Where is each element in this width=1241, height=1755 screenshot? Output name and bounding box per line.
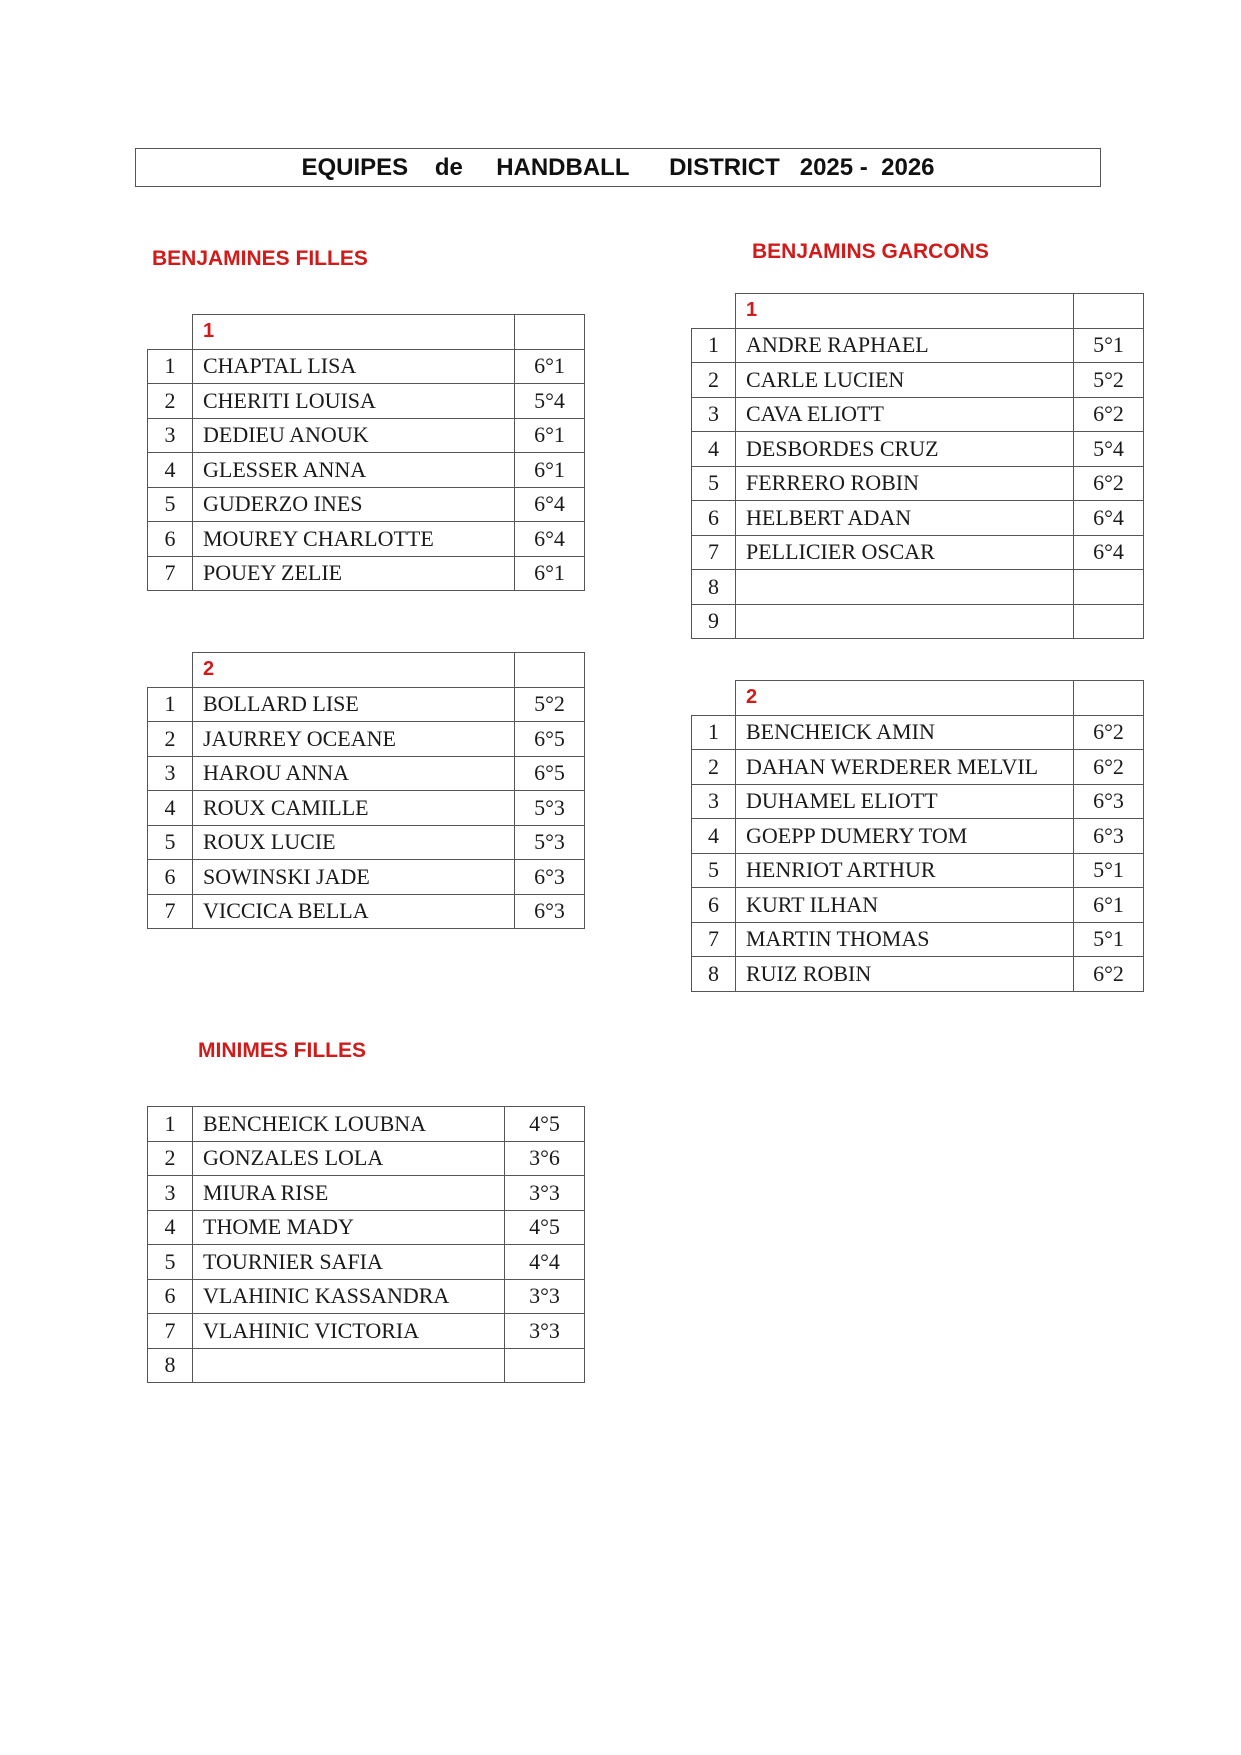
player-name: PELLICIER OSCAR: [736, 535, 1074, 570]
player-class: 4°5: [505, 1107, 585, 1142]
table-row: [148, 487, 585, 522]
player-name: VLAHINIC VICTORIA: [193, 1314, 505, 1349]
team-table-benjamines-filles-1: [147, 314, 585, 591]
table-row: [692, 957, 1144, 992]
player-number: 5: [692, 466, 736, 501]
table-row: [148, 756, 585, 791]
table-row: [148, 453, 585, 488]
player-name: GONZALES LOLA: [193, 1141, 505, 1176]
team-group-number: 1: [193, 315, 515, 350]
section-heading-benjamins-garcons: BENJAMINS GARCONS: [752, 240, 989, 263]
player-number: 6: [692, 888, 736, 923]
player-class: 5°1: [1074, 853, 1144, 888]
table-row: [692, 819, 1144, 854]
player-class: 3°3: [505, 1279, 585, 1314]
player-class: 6°2: [1074, 715, 1144, 750]
player-class: 6°4: [1074, 535, 1144, 570]
table-row: [148, 791, 585, 826]
player-class: 6°1: [515, 418, 585, 453]
table-row: [692, 604, 1144, 639]
player-class: 6°4: [1074, 501, 1144, 536]
player-class: 5°2: [515, 687, 585, 722]
player-name: ANDRE RAPHAEL: [736, 328, 1074, 363]
player-number: 4: [148, 791, 193, 826]
table-row: [692, 466, 1144, 501]
player-name: VLAHINIC KASSANDRA: [193, 1279, 505, 1314]
player-name: [736, 570, 1074, 605]
player-name: GOEPP DUMERY TOM: [736, 819, 1074, 854]
player-number: 5: [148, 825, 193, 860]
player-class: 6°3: [1074, 819, 1144, 854]
player-name: DESBORDES CRUZ: [736, 432, 1074, 467]
player-class: 6°1: [515, 349, 585, 384]
header-class-cell: [1074, 681, 1144, 716]
player-number: 2: [692, 750, 736, 785]
player-name: JAURREY OCEANE: [193, 722, 515, 757]
table-row: [692, 535, 1144, 570]
player-number: 2: [148, 722, 193, 757]
team-table-benjamins-garcons-2: [691, 680, 1144, 992]
player-class: 6°3: [1074, 784, 1144, 819]
player-number: 4: [148, 1210, 193, 1245]
player-name: HELBERT ADAN: [736, 501, 1074, 536]
table-row: [148, 522, 585, 557]
player-number: 3: [148, 418, 193, 453]
player-name: [736, 604, 1074, 639]
player-name: GUDERZO INES: [193, 487, 515, 522]
team-header-row: [148, 653, 585, 688]
player-class: 3°3: [505, 1176, 585, 1211]
player-number: 2: [692, 363, 736, 398]
player-name: MOUREY CHARLOTTE: [193, 522, 515, 557]
team-group-number: 2: [736, 681, 1074, 716]
player-number: 2: [148, 1141, 193, 1176]
player-class: 4°5: [505, 1210, 585, 1245]
player-name: GLESSER ANNA: [193, 453, 515, 488]
player-name: CHERITI LOUISA: [193, 384, 515, 419]
player-number: 3: [148, 756, 193, 791]
table-row: [692, 750, 1144, 785]
player-name: RUIZ ROBIN: [736, 957, 1074, 992]
player-name: THOME MADY: [193, 1210, 505, 1245]
player-name: MARTIN THOMAS: [736, 922, 1074, 957]
player-number: 6: [148, 522, 193, 557]
page-title: EQUIPES de HANDBALL DISTRICT 2025 - 2026: [135, 148, 1101, 187]
player-class: [1074, 604, 1144, 639]
table-row: [148, 687, 585, 722]
player-name: HAROU ANNA: [193, 756, 515, 791]
player-name: MIURA RISE: [193, 1176, 505, 1211]
player-name: CAVA ELIOTT: [736, 397, 1074, 432]
player-class: 3°6: [505, 1141, 585, 1176]
table-row: [692, 397, 1144, 432]
table-row: [692, 570, 1144, 605]
player-number: 5: [148, 1245, 193, 1280]
header-blank-cell: [692, 681, 736, 716]
section-heading-minimes-filles: MINIMES FILLES: [198, 1039, 366, 1062]
player-class: 5°1: [1074, 922, 1144, 957]
header-blank-cell: [148, 653, 193, 688]
player-number: 3: [692, 784, 736, 819]
table-row: [148, 384, 585, 419]
player-number: 5: [148, 487, 193, 522]
header-blank-cell: [148, 315, 193, 350]
player-number: 2: [148, 384, 193, 419]
player-class: [1074, 570, 1144, 605]
player-name: BENCHEICK LOUBNA: [193, 1107, 505, 1142]
player-number: 1: [148, 687, 193, 722]
player-name: BOLLARD LISE: [193, 687, 515, 722]
player-number: 7: [148, 556, 193, 591]
player-number: 6: [692, 501, 736, 536]
player-number: 9: [692, 604, 736, 639]
player-number: 4: [692, 432, 736, 467]
table-row: [148, 860, 585, 895]
header-blank-cell: [692, 294, 736, 329]
header-class-cell: [515, 653, 585, 688]
table-row: [692, 432, 1144, 467]
team-table-benjamines-filles-2: [147, 652, 585, 929]
player-class: 6°2: [1074, 750, 1144, 785]
player-class: 6°2: [1074, 397, 1144, 432]
player-class: 5°3: [515, 791, 585, 826]
player-number: 3: [148, 1176, 193, 1211]
player-class: 6°1: [1074, 888, 1144, 923]
table-row: [148, 1176, 585, 1211]
table-row: [148, 894, 585, 929]
player-name: DEDIEU ANOUK: [193, 418, 515, 453]
player-number: 4: [148, 453, 193, 488]
player-name: VICCICA BELLA: [193, 894, 515, 929]
table-row: [148, 418, 585, 453]
team-header-row: [148, 315, 585, 350]
team-group-number: 2: [193, 653, 515, 688]
player-class: 6°2: [1074, 957, 1144, 992]
player-number: 7: [148, 894, 193, 929]
table-row: [692, 501, 1144, 536]
player-class: 6°1: [515, 453, 585, 488]
player-number: 7: [148, 1314, 193, 1349]
player-class: 6°1: [515, 556, 585, 591]
table-row: [148, 1279, 585, 1314]
player-class: 6°3: [515, 894, 585, 929]
table-row: [148, 1210, 585, 1245]
section-heading-benjamines-filles: BENJAMINES FILLES: [152, 247, 368, 270]
player-number: 7: [692, 922, 736, 957]
player-number: 6: [148, 1279, 193, 1314]
player-class: 5°4: [515, 384, 585, 419]
team-group-number: 1: [736, 294, 1074, 329]
player-class: 3°3: [505, 1314, 585, 1349]
player-class: 6°5: [515, 756, 585, 791]
team-table-benjamins-garcons-1: [691, 293, 1144, 639]
player-name: CARLE LUCIEN: [736, 363, 1074, 398]
header-class-cell: [515, 315, 585, 350]
player-name: KURT ILHAN: [736, 888, 1074, 923]
table-row: [148, 722, 585, 757]
table-row: [692, 328, 1144, 363]
player-class: 4°4: [505, 1245, 585, 1280]
player-class: 5°2: [1074, 363, 1144, 398]
table-row: [148, 1141, 585, 1176]
table-row: [692, 922, 1144, 957]
player-name: SOWINSKI JADE: [193, 860, 515, 895]
player-class: 6°2: [1074, 466, 1144, 501]
player-class: 5°3: [515, 825, 585, 860]
player-number: 8: [692, 570, 736, 605]
table-row: [148, 825, 585, 860]
player-name: [193, 1348, 505, 1383]
player-name: DAHAN WERDERER MELVIL: [736, 750, 1074, 785]
player-class: 6°4: [515, 522, 585, 557]
table-row: [692, 853, 1144, 888]
player-name: CHAPTAL LISA: [193, 349, 515, 384]
player-class: 5°4: [1074, 432, 1144, 467]
player-class: 6°4: [515, 487, 585, 522]
player-number: 1: [148, 1107, 193, 1142]
player-name: BENCHEICK AMIN: [736, 715, 1074, 750]
header-class-cell: [1074, 294, 1144, 329]
table-row: [692, 784, 1144, 819]
team-table-minimes-filles: [147, 1106, 585, 1383]
table-row: [692, 363, 1144, 398]
table-row: [148, 349, 585, 384]
player-class: 6°3: [515, 860, 585, 895]
player-number: 3: [692, 397, 736, 432]
player-number: 7: [692, 535, 736, 570]
table-row: [692, 888, 1144, 923]
table-row: [148, 1245, 585, 1280]
player-number: 1: [148, 349, 193, 384]
player-number: 1: [692, 715, 736, 750]
table-row: [148, 1107, 585, 1142]
table-row: [692, 715, 1144, 750]
team-header-row: [692, 294, 1144, 329]
player-class: [505, 1348, 585, 1383]
player-number: 6: [148, 860, 193, 895]
player-number: 1: [692, 328, 736, 363]
player-number: 5: [692, 853, 736, 888]
player-name: FERRERO ROBIN: [736, 466, 1074, 501]
table-row: [148, 556, 585, 591]
player-name: TOURNIER SAFIA: [193, 1245, 505, 1280]
player-name: ROUX LUCIE: [193, 825, 515, 860]
player-number: 4: [692, 819, 736, 854]
table-row: [148, 1314, 585, 1349]
player-name: DUHAMEL ELIOTT: [736, 784, 1074, 819]
player-name: HENRIOT ARTHUR: [736, 853, 1074, 888]
player-name: ROUX CAMILLE: [193, 791, 515, 826]
table-row: [148, 1348, 585, 1383]
team-header-row: [692, 681, 1144, 716]
player-number: 8: [692, 957, 736, 992]
player-number: 8: [148, 1348, 193, 1383]
player-class: 5°1: [1074, 328, 1144, 363]
player-class: 6°5: [515, 722, 585, 757]
player-name: POUEY ZELIE: [193, 556, 515, 591]
